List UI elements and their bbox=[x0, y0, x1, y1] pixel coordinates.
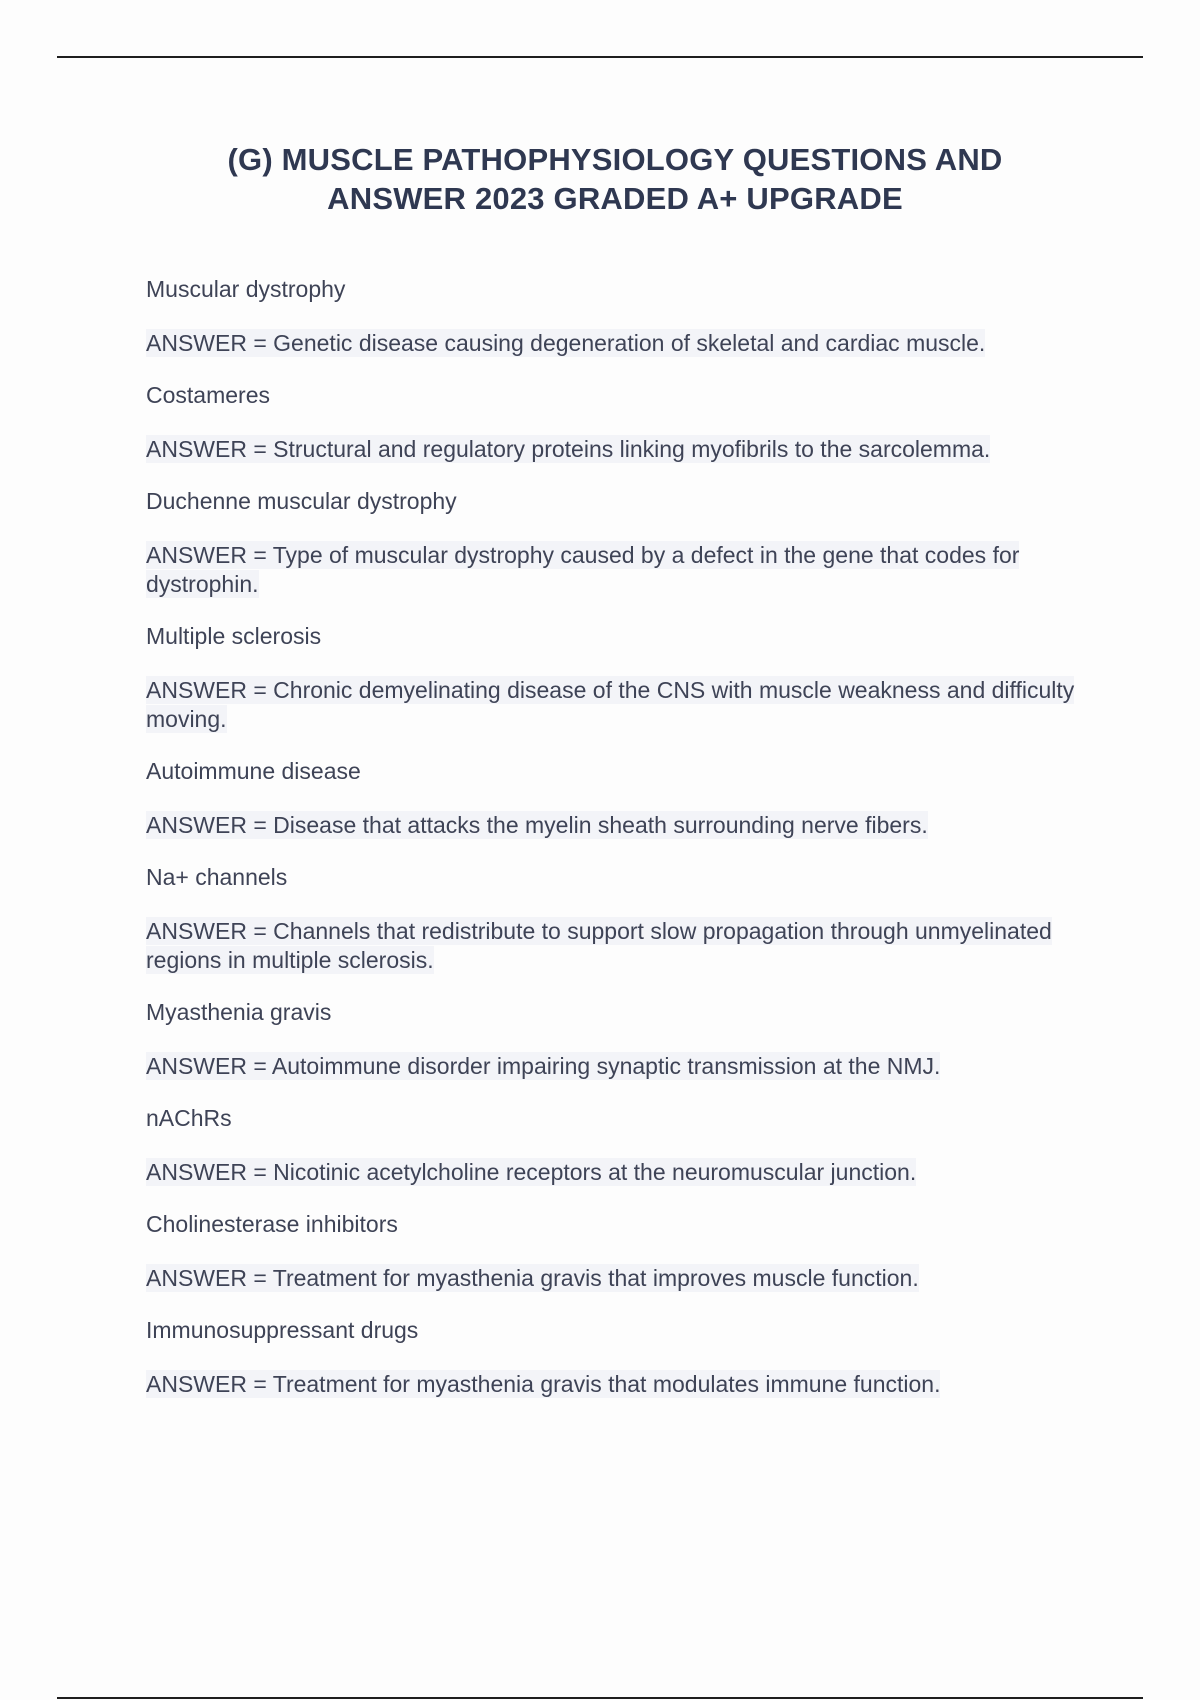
question-text: Multiple sclerosis bbox=[146, 623, 322, 649]
qa-item bbox=[146, 997, 1096, 1081]
question-text: Na+ channels bbox=[146, 864, 288, 890]
answer-text: ANSWER = Treatment for myasthenia gravis that modulates immune function. bbox=[146, 1371, 941, 1397]
question-text: Myasthenia gravis bbox=[146, 999, 332, 1025]
qa-item bbox=[146, 380, 1096, 464]
answer-text: ANSWER = Autoimmune disorder impairing synaptic transmission at the NMJ. bbox=[146, 1053, 941, 1079]
answer-text: ANSWER = Treatment for myasthenia gravis that improves muscle function. bbox=[146, 1265, 919, 1291]
title-line-2: ANSWER 2023 GRADED A+ UPGRADE bbox=[327, 181, 903, 216]
document-title bbox=[150, 140, 1080, 218]
question-text: Duchenne muscular dystrophy bbox=[146, 488, 457, 514]
qa-item bbox=[146, 862, 1096, 975]
question-text: nAChRs bbox=[146, 1105, 232, 1131]
qa-item bbox=[146, 1103, 1096, 1187]
title-line-1: (G) MUSCLE PATHOPHYSIOLOGY QUESTIONS AND bbox=[227, 142, 1003, 177]
header-rule bbox=[57, 56, 1143, 58]
qa-item bbox=[146, 1209, 1096, 1293]
qa-item bbox=[146, 274, 1096, 358]
qa-item bbox=[146, 756, 1096, 840]
question-text: Autoimmune disease bbox=[146, 758, 361, 784]
qa-item bbox=[146, 1315, 1096, 1399]
question-text: Cholinesterase inhibitors bbox=[146, 1211, 398, 1237]
qa-item bbox=[146, 486, 1096, 599]
answer-text: ANSWER = Channels that redistribute to support slow propagation through unmyelinated regions in multiple sclerosis. bbox=[146, 918, 1052, 973]
answer-text: ANSWER = Disease that attacks the myelin sheath surrounding nerve fibers. bbox=[146, 812, 928, 838]
qa-item bbox=[146, 621, 1096, 734]
question-text: Muscular dystrophy bbox=[146, 276, 346, 302]
footer-rule bbox=[57, 1697, 1143, 1699]
answer-text: ANSWER = Nicotinic acetylcholine receptors at the neuromuscular junction. bbox=[146, 1159, 917, 1185]
answer-text: ANSWER = Genetic disease causing degeneration of skeletal and cardiac muscle. bbox=[146, 330, 986, 356]
question-text: Costameres bbox=[146, 382, 270, 408]
qa-list bbox=[146, 274, 1096, 1421]
answer-text: ANSWER = Chronic demyelinating disease of the CNS with muscle weakness and difficulty moving. bbox=[146, 677, 1075, 732]
answer-text: ANSWER = Structural and regulatory proteins linking myofibrils to the sarcolemma. bbox=[146, 436, 991, 462]
answer-text: ANSWER = Type of muscular dystrophy caused by a defect in the gene that codes for dystrophin. bbox=[146, 542, 1020, 597]
question-text: Immunosuppressant drugs bbox=[146, 1317, 419, 1343]
